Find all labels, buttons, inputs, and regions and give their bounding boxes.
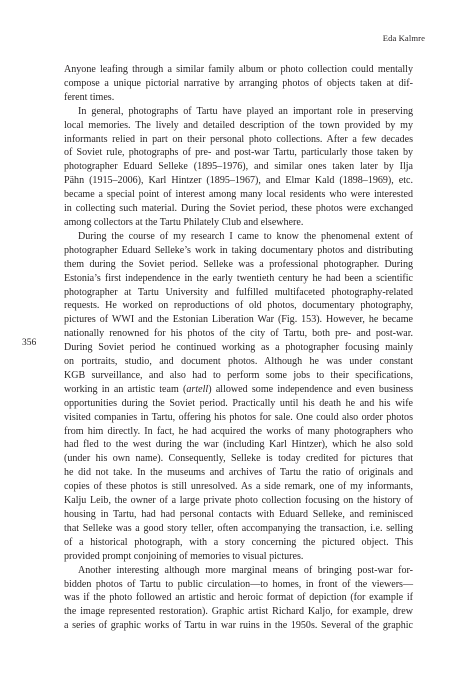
paragraph — [64, 230, 413, 564]
text-line: of Soviet rule, photographs of pre- and post-war Tartu, particularly those taken by — [64, 147, 413, 159]
text-line: he did not take. In the museums and archives of Tartu the ratio of originals and — [64, 467, 413, 479]
text-line: (under his own name). Consequently, Selleke is today credited for pictures that — [64, 453, 413, 465]
text-line: local memories. The lively and detailed description of the town provided by my — [64, 119, 413, 131]
text-line: had fled to the west during the war (including Karl Hintzer), which he also sold — [64, 439, 413, 451]
text-line: In general, photographs of Tartu have played an important role in preserving — [78, 105, 413, 117]
text-line: opportunities during the Soviet period. Practically until his death he and his wife — [64, 397, 413, 409]
text-line: compose a unique pictorial narrative by arranging photos of objects taken at dif- — [64, 77, 413, 89]
text-line: was if the photo followed an artistic and heroic format of depiction (for example if — [64, 592, 413, 604]
italic-term: artell — [186, 383, 209, 395]
text-line: from him directly. In fact, he had acquired the works of many photographers who — [64, 425, 413, 437]
text-line: informants relied in part on their personal photo collections. After a few decades — [64, 133, 413, 145]
text-line: nationally renowned for his photos of the city of Tartu, both pre- and post-war. — [64, 328, 413, 340]
paragraph — [64, 63, 413, 105]
text-line: bidden photos of Tartu to public circulation—to homes, in front of the viewers— — [64, 578, 413, 590]
paragraph — [64, 564, 413, 634]
text-fragment: ) allowed some independence and even business — [208, 383, 413, 395]
text-line: Another interesting although more marginal means of bringing post-war for- — [78, 564, 413, 576]
text-line: in collecting such material. During the Soviet period, these photos were exchanged — [64, 203, 413, 215]
text-line: pictures of WWI and the Estonian Liberation War (Fig. 153). However, he became — [64, 314, 413, 326]
text-line: copies of these photos is still unresolved. As a side remark, one of my informants, — [64, 481, 413, 493]
text-line: Kalju Leib, the owner of a large private photo collection focusing on the history of — [64, 495, 413, 507]
text-line: photographer Eduard Selleke (1895–1976), and similar ones taken later by Ilja — [64, 161, 413, 173]
text-line: Estonia’s first independence in the early twentieth century he had been a scientific — [64, 272, 413, 284]
text-line: photographer Eduard Selleke’s work in taking documentary photos and distributing — [64, 244, 413, 256]
text-line: photographer at Tartu University and fulfilled multifaceted photography-related — [64, 286, 413, 298]
text-line: Pähn (1915–2006), Karl Hintzer (1895–1967), and Elmar Kald (1898–1969), etc. — [64, 175, 413, 187]
text-line: visited companies in Tartu, offering his photos for sale. One could also order photos — [64, 411, 413, 423]
text-line: that Selleke was a good story teller, often accompanying the transaction, i.e. selling — [64, 522, 413, 534]
running-head: Eda Kalmre — [382, 33, 425, 43]
text-line: the image represented restoration). Graphic artist Richard Kaljo, for example, drew — [64, 606, 413, 618]
text-fragment: working in an artistic team ( — [64, 383, 187, 395]
paragraph — [64, 105, 413, 230]
text-line: became a special point of interest among many local residents who were interested — [64, 189, 413, 201]
text-line: KGB surveillance, and also had to perform some jobs to their specifications, — [64, 369, 413, 381]
text-line: provided prompt conjoining of memories to visual pictures. — [64, 550, 304, 562]
text-line: During the course of my research I came to know the phenomenal extent of — [78, 230, 413, 242]
text-line — [64, 383, 413, 397]
page-number: 356 — [22, 338, 37, 348]
text-line: a series of graphic works of Tartu in war ruins in the 1950s. Several of the graphic — [64, 620, 413, 632]
text-line: among collectors at the Tartu Philately Club and elsewhere. — [64, 216, 304, 228]
text-line: During Soviet period he continued working as a photographer focusing mainly — [64, 342, 413, 354]
text-line: them during the Soviet period. Selleke was a professional photographer. During — [64, 258, 413, 270]
body-text — [64, 63, 413, 633]
text-line: requests. He worked on reproductions of old photos, documentary photography, — [64, 300, 413, 312]
text-line: ferent times. — [64, 91, 115, 103]
text-line: housing in Tartu, had had personal contacts with Eduard Selleke, and reminisced — [64, 509, 413, 520]
text-line: Anyone leafing through a similar family album or photo collection could mentally — [64, 64, 413, 75]
text-line: on portraits, studio, and document photos. Although he was under constant — [64, 356, 413, 368]
text-line: of a historical photograph, with a story concerning the pictured object. This — [64, 536, 413, 548]
